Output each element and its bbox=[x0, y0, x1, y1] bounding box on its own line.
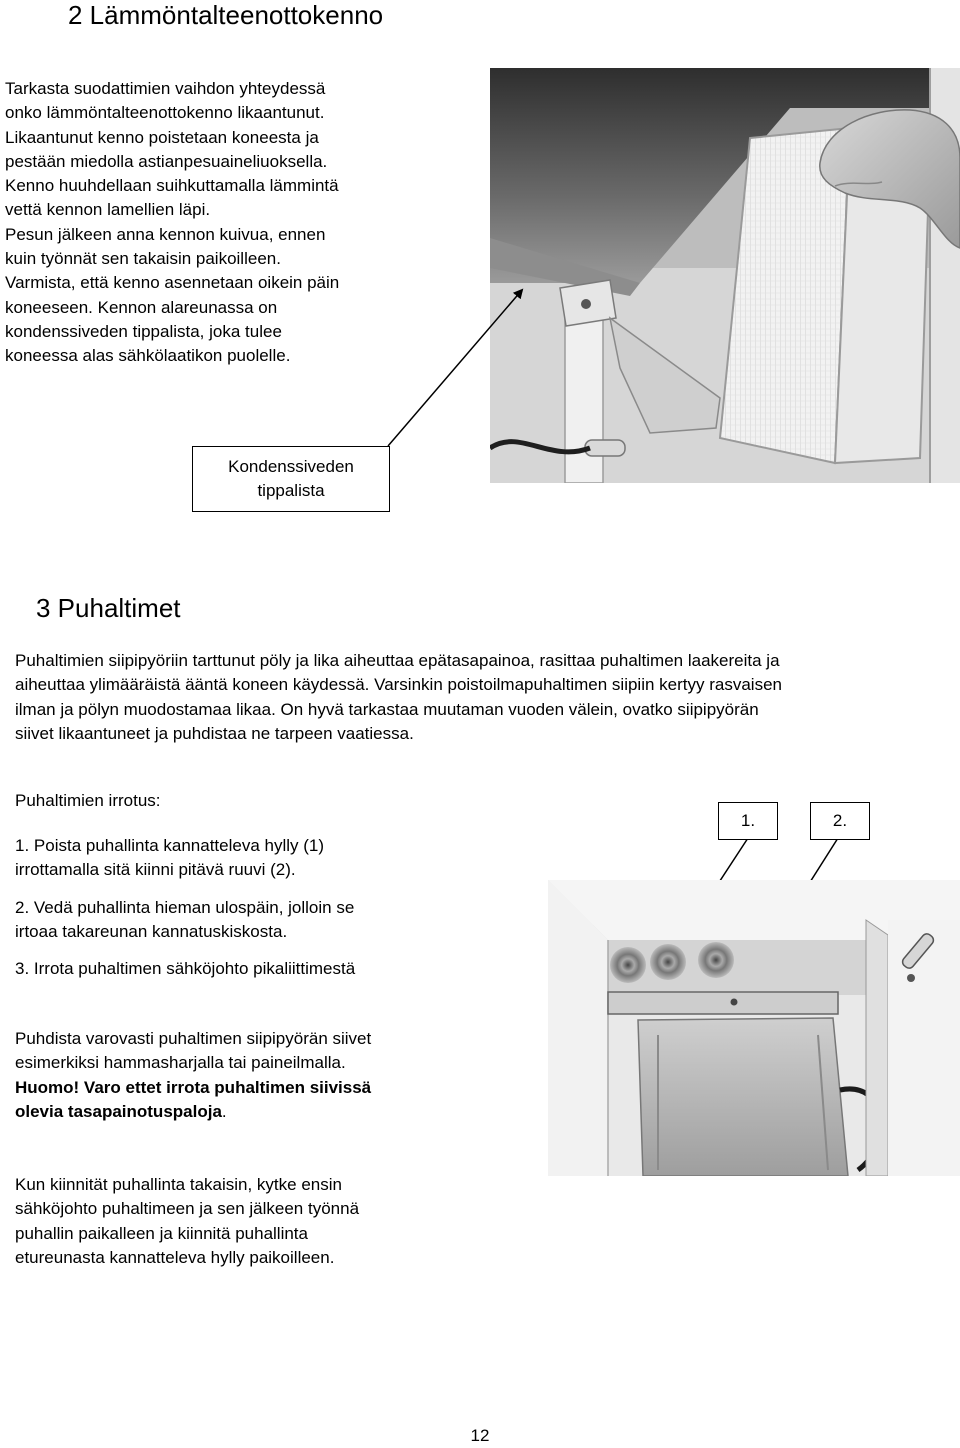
step-line: 1. Poista puhallinta kannatteleva hylly (1) bbox=[15, 836, 325, 855]
paragraph-line: Likaantunut kenno poistetaan koneesta ja bbox=[5, 127, 319, 147]
section-2-heading: 2 Lämmöntalteenottokenno bbox=[68, 0, 384, 30]
label-2-text: 2. bbox=[832, 811, 848, 830]
paragraph-line: siivet likaantuneet ja puhdistaa ne tarpeen vaatiessa. bbox=[15, 723, 414, 743]
paragraph-line: pestään miedolla astianpesuaineliuoksella. bbox=[5, 151, 328, 171]
paragraph-line: Puhdista varovasti puhaltimen siipipyörän siivet bbox=[15, 1029, 372, 1048]
paragraph-line: Pesun jälkeen anna kennon kuivua, ennen bbox=[5, 224, 326, 244]
warning-period: . bbox=[221, 1101, 227, 1121]
removal-title bbox=[15, 789, 161, 813]
paragraph-line: aiheuttaa ylimääräistä ääntä koneen käydessä. Varsinkin poistoilmapuhaltimen siipiin kertyy rasvaisen bbox=[15, 675, 782, 695]
step-2 bbox=[15, 896, 354, 945]
fan-unit-photo bbox=[548, 880, 960, 1176]
step-line: irrottamalla sitä kiinni pitävä ruuvi (2). bbox=[15, 860, 296, 880]
paragraph-line: kuin työnnät sen takaisin paikoilleen. bbox=[5, 249, 281, 269]
label-1-text: 1. bbox=[740, 811, 756, 830]
paragraph-line: Kun kiinnität puhallinta takaisin, kytke ensin bbox=[15, 1175, 342, 1194]
warning-line: olevia tasapainotuspaloja bbox=[15, 1101, 222, 1121]
paragraph-line: ilman ja pölyn muodostamaa likaa. On hyvä tarkastaa muutaman vuoden välein, ovatko siipipyörän bbox=[15, 699, 759, 719]
callout-line: tippalista bbox=[257, 481, 325, 500]
page-number: 12 bbox=[470, 1426, 490, 1445]
section-3-heading: 3 Puhaltimet bbox=[36, 593, 181, 623]
paragraph-line: vettä kennon lamellien läpi. bbox=[5, 200, 211, 220]
step-line: irtoaa takareunan kannatuskiskosta. bbox=[15, 922, 288, 942]
paragraph-line: esimerkiksi hammasharjalla tai paineilmalla. bbox=[15, 1053, 346, 1073]
cleaning-paragraph bbox=[15, 1027, 371, 1124]
fans-paragraph bbox=[15, 649, 782, 746]
paragraph-line: puhallin paikalleen ja kiinnitä puhallinta bbox=[15, 1223, 308, 1243]
reinstall-paragraph bbox=[15, 1173, 359, 1270]
paragraph-line: koneessa alas sähkölaatikon puolelle. bbox=[5, 346, 291, 366]
warning-line-wrap bbox=[15, 1100, 371, 1124]
callout-arrow bbox=[388, 290, 522, 446]
paragraph-line: Kenno huuhdellaan suihkuttamalla lämmintä bbox=[5, 176, 339, 196]
step-line: 3. Irrota puhaltimen sähköjohto pikaliittimestä bbox=[15, 959, 356, 978]
warning-line: Huomo! Varo ettet irrota puhaltimen siivissä bbox=[15, 1077, 372, 1097]
callout-line: Kondenssiveden bbox=[228, 457, 354, 476]
paragraph-line: kondenssiveden tippalista, joka tulee bbox=[5, 321, 282, 341]
paragraph-line: koneeseen. Kennon alareunassa on bbox=[5, 297, 278, 317]
removal-title-text: Puhaltimien irrotus: bbox=[15, 791, 161, 810]
paragraph-line: Varmista, että kenno asennetaan oikein päin bbox=[5, 273, 340, 293]
fan-unit-illustration bbox=[548, 880, 960, 1176]
label-2-box bbox=[810, 802, 870, 840]
paragraph-line: Tarkasta suodattimien vaihdon yhteydessä bbox=[5, 79, 326, 98]
step-1 bbox=[15, 834, 324, 883]
step-line: 2. Vedä puhallinta hieman ulospäin, jolloin se bbox=[15, 898, 355, 917]
paragraph-line: etureunasta kannatteleva hylly paikoilleen. bbox=[15, 1247, 335, 1267]
paragraph-line: onko lämmöntalteenottokenno likaantunut. bbox=[5, 103, 325, 123]
step-3 bbox=[15, 957, 355, 981]
paragraph-line: Puhaltimien siipipyöriin tarttunut pöly ja lika aiheuttaa epätasapainoa, rasittaa puhaltimen laakereita ja bbox=[15, 651, 780, 670]
paragraph-line: sähköjohto puhaltimeen ja sen jälkeen työnnä bbox=[15, 1199, 360, 1219]
label-1-box bbox=[718, 802, 778, 840]
